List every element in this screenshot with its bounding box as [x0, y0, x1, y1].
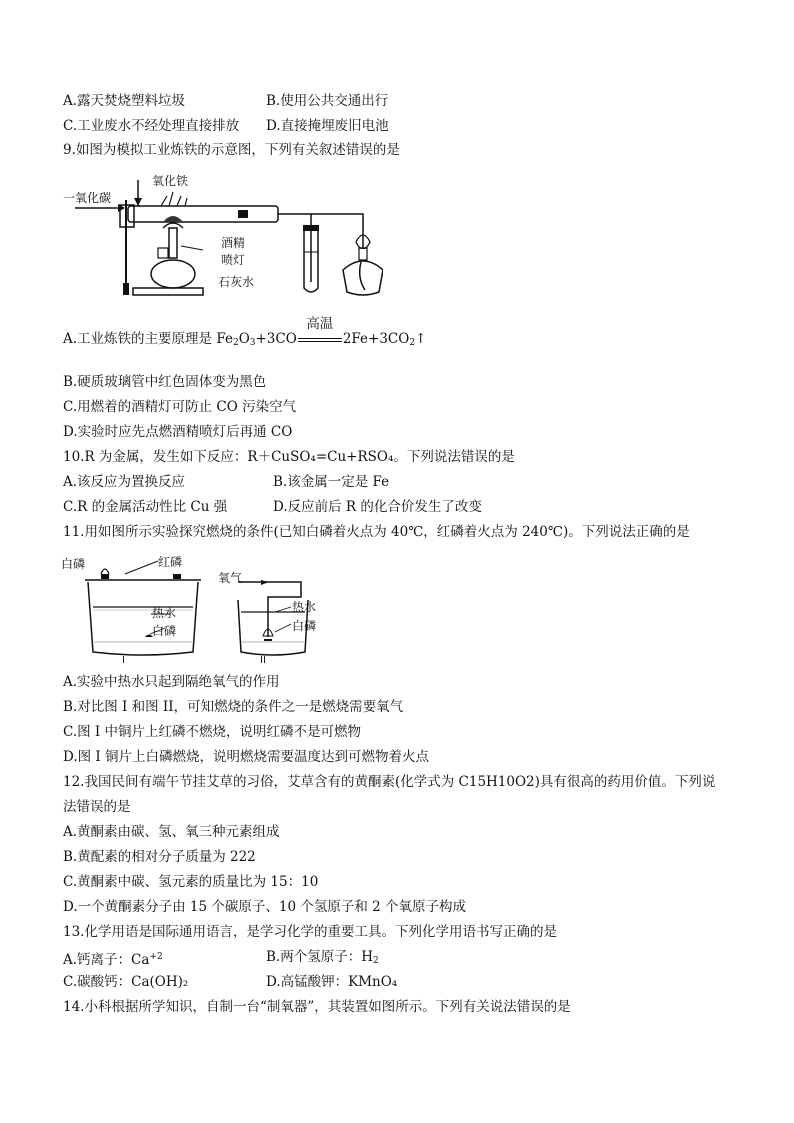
label-oxygen: 氧气 [218, 571, 243, 585]
q13-a-text: A.钙离子：Ca [63, 952, 150, 968]
q9-option-d: D.实验时应先点燃酒精喷灯后再通 CO [63, 424, 293, 440]
label-lamp-line1: 酒精 [221, 236, 246, 250]
q9-a-suffix: 2Fe+3CO [342, 331, 410, 347]
label-red-phosphorus: 红磷 [158, 555, 183, 569]
q13-option-c: C.碳酸钙：Ca(OH)₂ [63, 974, 189, 990]
label-iron-oxide: 氧化铁 [152, 174, 189, 188]
q12-option-d: D.一个黄酮素分子由 15 个碳原子、10 个氢原子和 2 个氧原子构成 [63, 899, 467, 915]
condition-high-temp: 高温 [306, 316, 334, 332]
label-white-phosphorus-2: 白磷 [292, 619, 317, 633]
q9-stem: 9.如图为模拟工业炼铁的示意图，下列有关叙述错误的是 [63, 142, 400, 158]
label-figure-1: I [122, 655, 125, 666]
q8-option-c: C.工业废水不经处理直接排放 [63, 118, 240, 134]
q9-a-co: +3CO [255, 331, 297, 347]
q9-a-o: O [238, 331, 250, 347]
label-white-phosphorus-top: 白磷 [61, 557, 86, 571]
q12-stem-line2: 法错误的是 [63, 799, 131, 815]
q9-a-arrow: ↑ [415, 331, 427, 347]
q8-option-b: B.使用公共交通出行 [266, 93, 389, 109]
q14-stem: 14.小科根据所学知识，自制一台“制氧器”，其装置如图所示。下列有关说法错误的是 [63, 999, 571, 1015]
q10-option-b: B.该金属一定是 Fe [273, 474, 390, 490]
reaction-condition [298, 316, 342, 348]
q12-stem-line1: 12.我国民间有端午节挂艾草的习俗，艾草含有的黄酮素(化学式为 C15H10O2)具有很高的药用价值。下列说 [63, 774, 716, 790]
label-hot-water-1: 热水 [152, 606, 177, 620]
q13-option-d: D.高锰酸钾：KMnO₄ [266, 974, 398, 990]
label-figure-2: II [260, 655, 266, 666]
label-lamp-line2: 喷灯 [221, 253, 246, 267]
q8-option-d: D.直接掩埋废旧电池 [266, 118, 389, 134]
q11-option-c: C.图 I 中铜片上红磷不燃烧，说明红磷不是可燃物 [63, 724, 362, 740]
label-hot-water-2: 热水 [292, 600, 317, 614]
label-limewater: 石灰水 [218, 275, 255, 289]
q8-option-a: A.露天焚烧塑料垃圾 [63, 93, 186, 109]
q12-option-b: B.黄配素的相对分子质量为 222 [63, 849, 256, 865]
q13-option-b [266, 948, 379, 970]
q13-a-charge: +2 [149, 952, 163, 962]
q9-option-a: A.工业炼铁的主要原理是 $Fe_2O_3+3CO$ 高温 $2Fe+3CO_2↑$ [63, 316, 427, 348]
q13-option-a [63, 948, 163, 969]
q13-b-sub: 2 [373, 956, 379, 966]
q9-option-c: C.用燃着的酒精灯可防止 CO 污染空气 [63, 399, 297, 415]
q11-stem: 11.用如图所示实验探究燃烧的条件(已知白磷着火点为 40℃，红磷着火点为 240℃)。下列说法正确的是 [63, 524, 690, 540]
q11-option-d: D.图 I 铜片上白磷燃烧，说明燃烧需要温度达到可燃物着火点 [63, 749, 430, 765]
q11-option-a: A.实验中热水只起到隔绝氧气的作用 [63, 674, 280, 690]
q11-option-b: B.对比图 I 和图 II，可知燃烧的条件之一是燃烧需要氧气 [63, 699, 404, 715]
q10-stem: 10.R 为金属，发生如下反应：R＋CuSO₄=Cu+RSO₄。下列说法错误的是 [63, 449, 515, 465]
q13-stem: 13.化学用语是国际通用语言，是学习化学的重要工具。下列化学用语书写正确的是 [63, 924, 557, 940]
label-white-phosphorus-1: 白磷 [152, 624, 177, 638]
q12-option-a: A.黄酮素由碳、氢、氧三种元素组成 [63, 824, 280, 840]
q10-option-a: A.该反应为置换反应 [63, 474, 186, 490]
label-carbon-monoxide: 一氧化碳 [63, 191, 112, 205]
q12-option-c: C.黄酮素中碳、氢元素的质量比为 15：10 [63, 874, 319, 890]
q13-b-text: B.两个氢原子：H [266, 949, 373, 965]
q9-option-b: B.硬质玻璃管中红色固体变为黑色 [63, 374, 267, 390]
q10-option-d: D.反应前后 R 的化合价发生了改变 [273, 499, 482, 515]
q9-a-prefix: A.工业炼铁的主要原理是 Fe [63, 331, 233, 347]
q10-option-c: C.R 的金属活动性比 Cu 强 [63, 499, 228, 515]
